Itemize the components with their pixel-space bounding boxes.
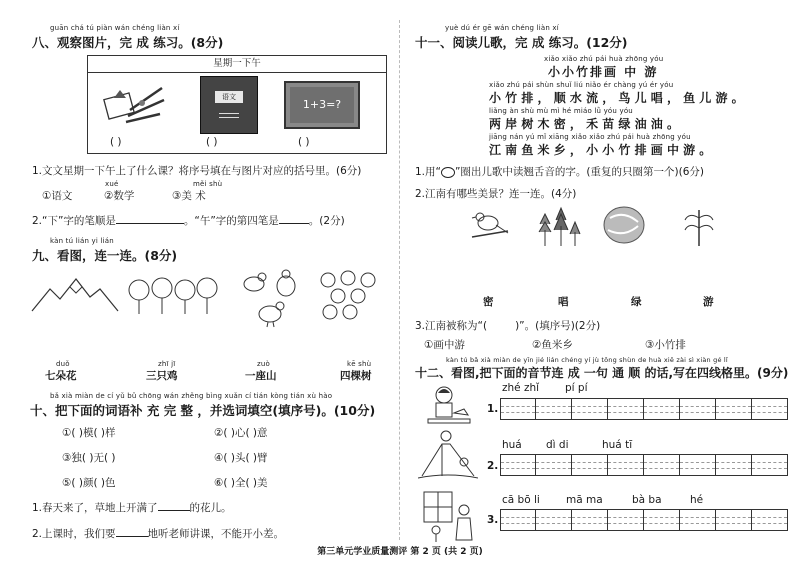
q10-pair-1[interactable]: ①( )模( )样 — [62, 427, 116, 439]
q9-word-4: 四棵树 — [340, 370, 372, 382]
q9-word-pinyin-4: kē shù — [347, 360, 372, 368]
q12-row3-syllable-4: hé — [690, 494, 704, 506]
q8-option-3: ③美 术 — [172, 190, 206, 202]
q9-word-2: 三只鸡 — [146, 370, 178, 382]
q8-picture-table — [87, 55, 387, 154]
q8-paren-2[interactable]: ( ) — [206, 136, 218, 148]
family-cleaning-window-icon — [420, 488, 478, 544]
page-footer: 第三单元学业质量测评 第 2 页 (共 2 页) — [317, 547, 483, 557]
stroke-order-blank[interactable] — [116, 213, 184, 224]
q8-item2-c: 。(2分) — [308, 215, 345, 227]
q10-pair-2[interactable]: ②( )心( )意 — [214, 427, 268, 439]
q11-item3 — [415, 318, 600, 333]
q8-item1: 1.文文星期一下午上了什么课？将序号填在与图片对应的括号里。(6分) — [32, 165, 362, 177]
q8-table-header: 星期一下午 — [88, 56, 386, 73]
rice-icon — [682, 204, 716, 248]
q9-title: 九、看图，连一连。(8分) — [32, 248, 178, 263]
poem-line-2: 两 岸 树 木 密 ， 禾 苗 绿 油 油 。 — [489, 117, 679, 131]
match-word-4: 游 — [703, 296, 714, 308]
mountain-icon — [30, 275, 120, 315]
chicks-icon — [240, 268, 304, 328]
q10-sentence-2 — [32, 526, 284, 541]
q12-row3-syllable-2: mā ma — [566, 494, 603, 506]
q8-item1-pinyin-b: měi shù — [193, 180, 223, 188]
poem-line-1-pinyin: xiǎo zhú pái shùn shuǐ liú niǎo ér chàng yú ér yóu — [489, 81, 674, 89]
q12-row3-syllable-3: bà ba — [632, 494, 662, 506]
q11-item1-a: 1.用“ — [415, 166, 441, 178]
q10-sentence-1 — [32, 500, 232, 515]
q11-item3-b: )”。(填序号)(2分) — [515, 320, 601, 332]
q12-row2-syllable-1: huá — [502, 439, 522, 451]
q12-row2-num: 2. — [487, 460, 499, 472]
q8-title: 八、观察图片，完 成 练习。(8分) — [32, 35, 224, 50]
q12-row1-num: 1. — [487, 403, 499, 415]
q10-pair-3[interactable]: ③独( )无( ) — [62, 452, 116, 464]
kids-slide-icon — [418, 428, 478, 480]
q12-row3-syllable-1: cā bō li — [502, 494, 540, 506]
q12-row2-syllable-3: huá tī — [602, 439, 633, 451]
q10-pair-6[interactable]: ⑥( )全( )美 — [214, 477, 268, 489]
q12-row1-writing-grid[interactable] — [500, 398, 788, 420]
q10-pair-5[interactable]: ⑤( )颜( )色 — [62, 477, 116, 489]
circle-icon — [441, 167, 455, 178]
page-divider — [399, 20, 400, 540]
q9-word-1: 七朵花 — [45, 370, 77, 382]
poem-line-2-pinyin: liǎng àn shù mù mì hé miáo lǜ yóu yóu — [489, 107, 633, 115]
blackboard-text: 1+3=? — [290, 87, 354, 123]
q8-item2-b: 。“午”字的第四笔是 — [183, 215, 279, 227]
q12-row2-writing-grid[interactable] — [500, 454, 788, 476]
q12-row1-syllable-2: pí pí — [565, 382, 588, 394]
q11-item1 — [415, 164, 704, 179]
book-label: 语文 — [215, 91, 243, 103]
q8-item2 — [32, 213, 345, 228]
q9-word-pinyin-1: duǒ — [56, 360, 70, 368]
q11-title: 十一、阅读儿歌，完 成 练习。(12分) — [415, 35, 628, 50]
q11-item3-a: 3.江南被称为“( — [415, 320, 488, 332]
q12-row1-syllable-1: zhé zhǐ — [502, 382, 540, 394]
q9-word-pinyin-2: zhī jī — [158, 360, 176, 368]
q10-s1-a: 1.春天来了，草地上开满了 — [32, 502, 158, 514]
q11-option-2: ②鱼米乡 — [532, 339, 573, 351]
trees-icon — [127, 272, 219, 318]
poem-title-pinyin: xiǎo xiǎo zhú pái huà zhōng yóu — [544, 55, 664, 63]
q10-blank-1[interactable] — [158, 500, 190, 511]
q12-row2-syllable-2: dì di — [546, 439, 569, 451]
q8-pinyin: guān chá tú piàn wán chéng liàn xí — [50, 24, 180, 32]
q8-item2-a: 2.“下”字的笔顺是 — [32, 215, 116, 227]
q9-pinyin: kàn tú lián yi lián — [50, 237, 114, 245]
poem-title: 小小竹排画 中 游 — [548, 65, 659, 79]
q11-item1-b: ”圈出儿歌中读翘舌音的字。(重复的只圈第一个)(6分) — [454, 166, 704, 178]
child-folding-paper-icon — [424, 383, 474, 433]
q11-option-3: ③小竹排 — [645, 339, 686, 351]
q12-row3-num: 3. — [487, 514, 499, 526]
poem-line-1: 小 竹 排 ， 顺 水 流 ， 鸟 儿 唱 ， 鱼 儿 游 。 — [489, 91, 744, 105]
fish-icon — [600, 202, 648, 248]
q12-title: 十二、看图,把下面的音节连 成 一句 通 顺 的话,写在四线格里。(9分) — [415, 366, 789, 380]
book-icon — [200, 76, 258, 134]
poem-line-3: 江 南 鱼 米 乡 ， 小 小 竹 排 画 中 游 。 — [489, 143, 712, 157]
q8-option-1: ①语文 — [42, 190, 73, 202]
q12-pinyin: kàn tú bǎ xià miàn de yīn jié lián chéng yí jù tōng shùn de huà xiě zài sì xiàn gé lǐ — [446, 356, 728, 364]
q10-title: 十、把下面的词语补 充 完 整 ，并选词填空(填序号)。(10分) — [30, 403, 376, 418]
trees-icon — [535, 202, 583, 248]
match-word-2: 唱 — [558, 296, 569, 308]
q10-s2-a: 2.上课时，我们要 — [32, 528, 116, 540]
flowers-icon — [318, 270, 378, 322]
blackboard-icon — [284, 81, 360, 129]
q11-pinyin: yuè dú ér gē wán chéng liàn xí — [445, 24, 559, 32]
bird-icon — [468, 205, 512, 245]
q8-paren-3[interactable]: ( ) — [298, 136, 310, 148]
q10-blank-2[interactable] — [116, 526, 148, 537]
q9-word-pinyin-3: zuò — [257, 360, 270, 368]
poem-line-3-pinyin: jiāng nán yú mǐ xiāng xiǎo xiǎo zhú pái huà zhōng yóu — [489, 133, 691, 141]
q8-paren-1[interactable]: ( ) — [110, 136, 122, 148]
q10-pair-4[interactable]: ④( )头( )臂 — [214, 452, 268, 464]
q11-option-1: ①画中游 — [424, 339, 465, 351]
q10-pinyin: bǎ xià miàn de cí yǔ bǔ chōng wán zhěng bìng xuǎn cí tián kòng tián xù hào — [50, 392, 333, 400]
fourth-stroke-blank[interactable] — [279, 213, 309, 224]
q9-word-3: 一座山 — [245, 370, 277, 382]
match-word-1: 密 — [483, 296, 494, 308]
match-word-3: 绿 — [631, 296, 642, 308]
q8-item1-pinyin-a: xué — [105, 180, 119, 188]
q10-s2-b: 地听老师讲课，不能开小差。 — [147, 528, 285, 540]
q8-option-2: ②数学 — [104, 190, 135, 202]
q11-item2: 2.江南有哪些美景？连一连。(4分) — [415, 188, 577, 200]
brushes-icon — [100, 78, 170, 128]
q12-row3-writing-grid[interactable] — [500, 509, 788, 531]
q10-s1-b: 的花儿。 — [189, 502, 232, 514]
